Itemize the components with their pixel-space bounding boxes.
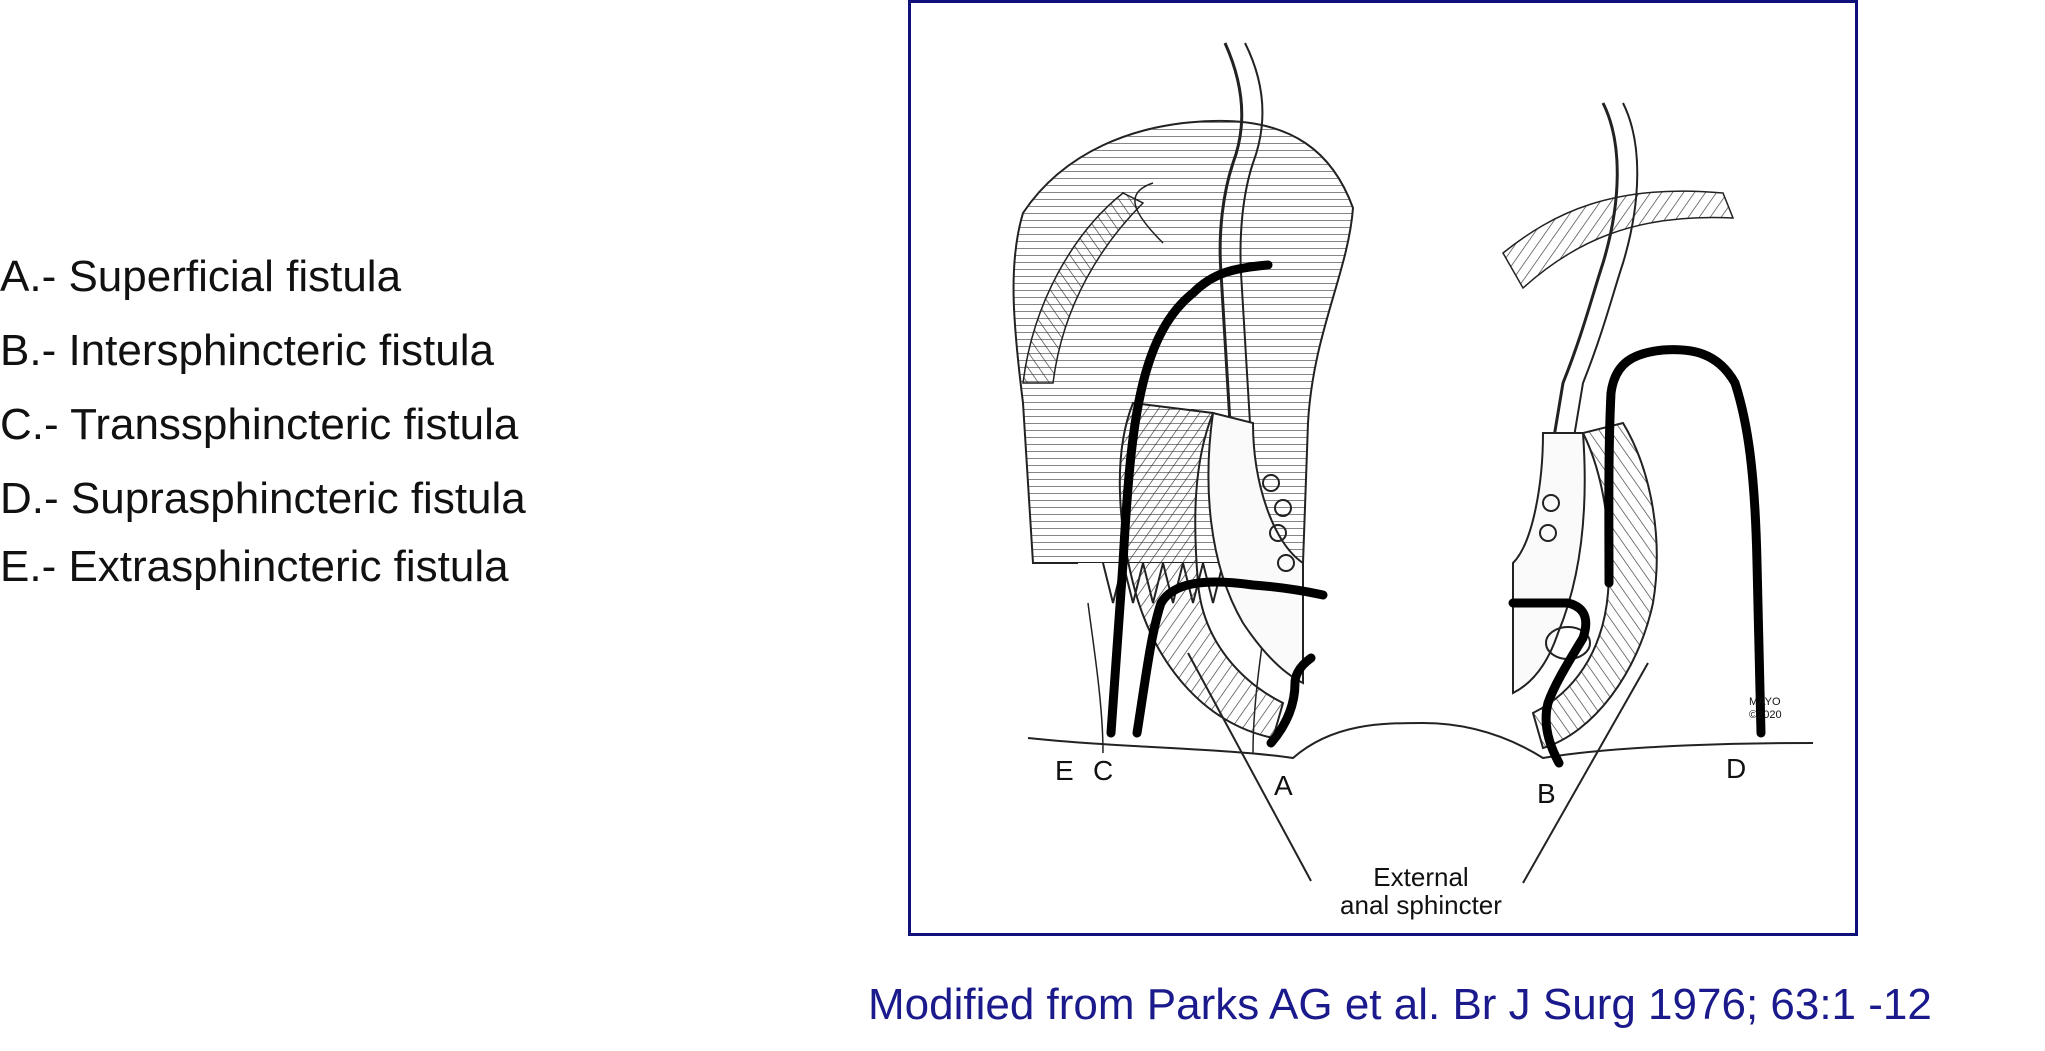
citation-caption: Modified from Parks AG et al. Br J Surg 1976; 63:1 -12 [868, 980, 1932, 1029]
label-c: C [1093, 755, 1114, 786]
mayo-stamp-line1: MAYO [1749, 696, 1781, 708]
legend-item-transsphincteric: C.- Transsphincteric fistula [0, 400, 519, 449]
legend-item-extrasphincteric: E.- Extrasphincteric fistula [0, 542, 509, 591]
perineal-skin [1028, 723, 1813, 758]
label-b: B [1537, 778, 1556, 809]
label-a: A [1274, 770, 1293, 801]
levator-right [1503, 191, 1733, 288]
mayo-stamp-line2: ©2020 [1749, 709, 1782, 721]
legend-item-intersphincteric: B.- Intersphincteric fistula [0, 326, 494, 375]
legend-item-suprasphincteric: D.- Suprasphincteric fistula [0, 474, 526, 523]
anatomy-figure-frame [908, 0, 1858, 936]
label-e: E [1055, 755, 1074, 786]
label-external: External [1373, 862, 1469, 892]
anal-canal-illustration [911, 3, 1855, 933]
legend-item-superficial: A.- Superficial fistula [0, 252, 402, 301]
label-anal-sphincter: anal sphincter [1340, 890, 1502, 920]
label-d: D [1726, 753, 1747, 784]
